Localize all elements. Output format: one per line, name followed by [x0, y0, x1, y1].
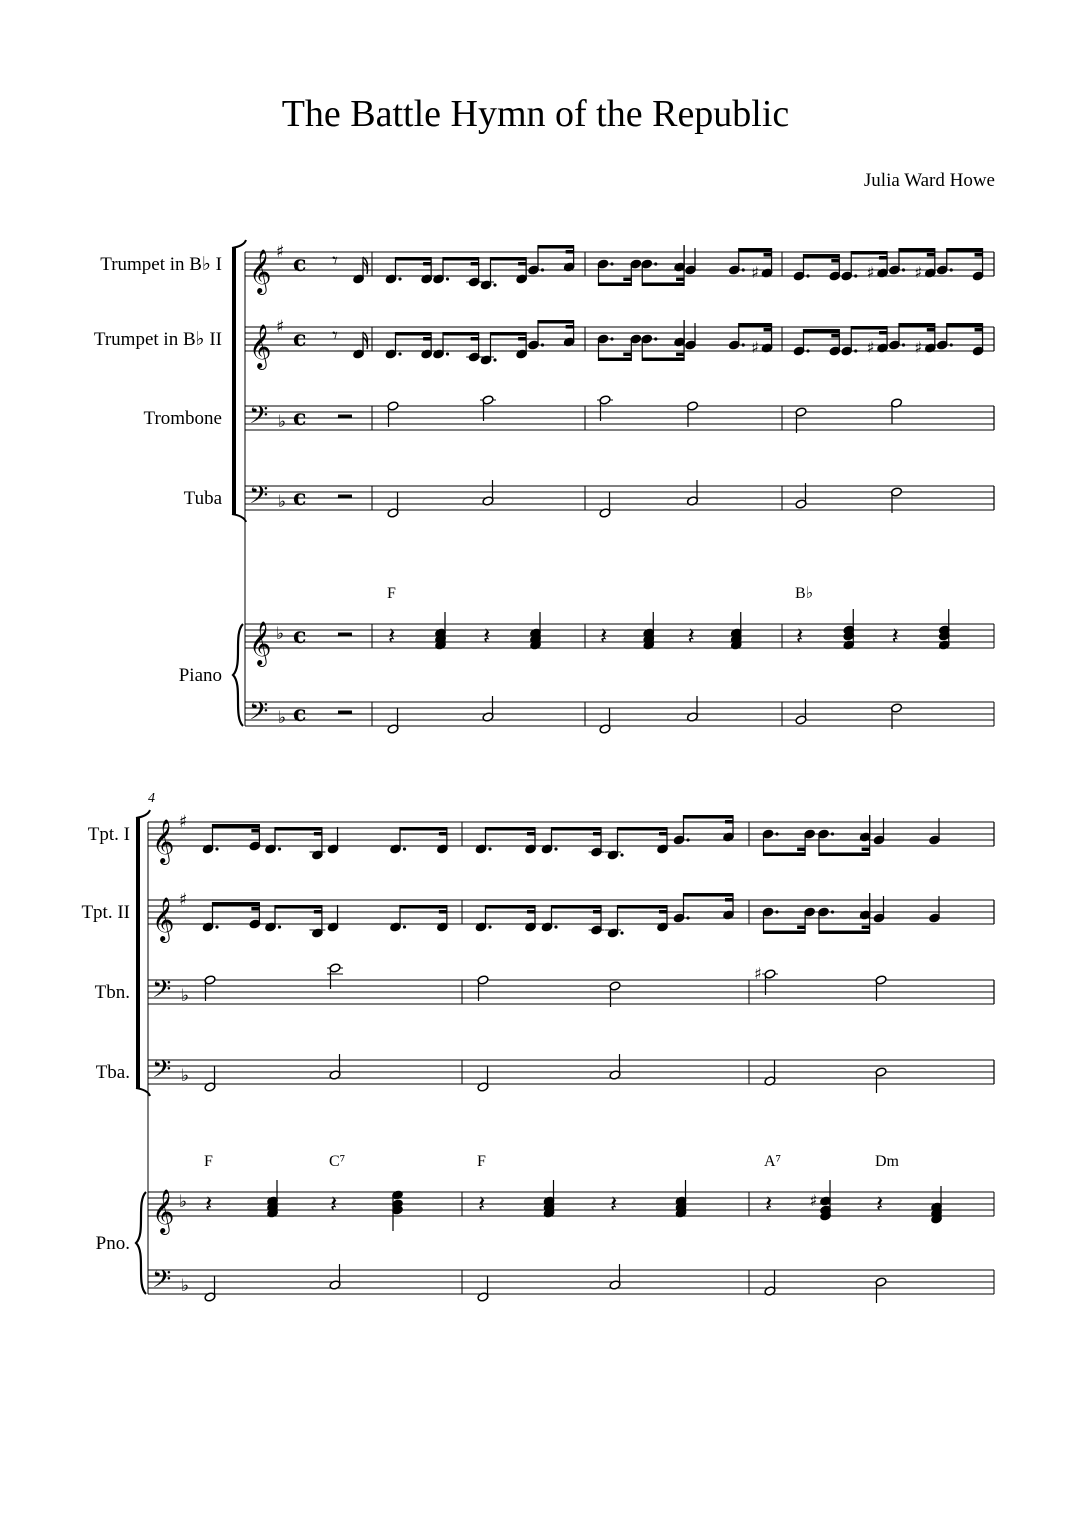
- key-signature-flat: ♭: [181, 1276, 190, 1296]
- augmentation-dot: [278, 847, 281, 850]
- key-signature-sharp: ♯: [276, 242, 285, 262]
- augmentation-dot: [541, 343, 544, 346]
- quarter-rest: 𝄽: [388, 622, 396, 650]
- augmentation-dot: [742, 268, 745, 271]
- chord-symbol: Dm: [875, 1153, 899, 1170]
- group-bracket: [232, 514, 246, 522]
- treble-clef: 𝄞: [152, 897, 175, 941]
- beam: [538, 320, 574, 324]
- quarter-rest: 𝄽: [891, 622, 899, 650]
- bass-clef: 𝄢: [152, 975, 172, 1010]
- augmentation-dot: [654, 337, 657, 340]
- augmentation-dot: [620, 931, 623, 934]
- beam: [899, 248, 935, 252]
- augmentation-dot: [488, 847, 491, 850]
- eighth-rest: 𝄾: [332, 324, 338, 349]
- chord-symbol: A⁷: [764, 1153, 782, 1170]
- augmentation-dot: [775, 910, 778, 913]
- augmentation-dot: [541, 268, 544, 271]
- beam: [213, 824, 260, 828]
- beam: [676, 278, 684, 282]
- augmentation-dot: [493, 283, 496, 286]
- beam: [314, 832, 322, 836]
- key-signature-sharp: ♯: [179, 890, 188, 910]
- beam: [879, 331, 887, 335]
- beam: [618, 905, 668, 909]
- beam: [552, 827, 602, 831]
- accidental-sharp: ♯: [914, 338, 923, 357]
- beam: [443, 332, 479, 336]
- chord-symbol: B♭: [795, 585, 814, 602]
- beam: [527, 910, 535, 914]
- bass-clef: 𝄢: [249, 697, 269, 732]
- key-signature-flat: ♭: [278, 492, 287, 512]
- accidental-sharp: ♯: [754, 964, 762, 983]
- instrument-name: Tba.: [95, 1062, 130, 1083]
- augmentation-dot: [446, 352, 449, 355]
- instrument-name: Trumpet in B♭ I: [100, 254, 222, 275]
- half-rest: [338, 633, 352, 637]
- augmentation-dot: [215, 925, 218, 928]
- beam: [676, 353, 684, 357]
- chord-symbol: F: [387, 585, 396, 602]
- beam: [804, 254, 840, 258]
- beam: [642, 358, 684, 362]
- treble-clef: 𝄞: [249, 621, 272, 665]
- augmentation-dot: [950, 268, 953, 271]
- piano-brace: [136, 1192, 146, 1294]
- instrument-name: Tuba: [183, 488, 222, 509]
- beam: [599, 283, 632, 287]
- instrument-name: Trumpet in B♭ II: [93, 329, 222, 350]
- augmentation-dot: [610, 337, 613, 340]
- score-title: The Battle Hymn of the Republic: [281, 93, 790, 135]
- beam: [975, 328, 983, 332]
- augmentation-dot: [493, 358, 496, 361]
- augmentation-dot: [554, 925, 557, 928]
- beam: [819, 853, 870, 857]
- bass-clef: 𝄢: [152, 1055, 172, 1090]
- bass-clef: 𝄢: [249, 481, 269, 516]
- augmentation-dot: [403, 925, 406, 928]
- instrument-name: Tpt. II: [81, 902, 130, 923]
- beam: [275, 905, 322, 909]
- augmentation-dot: [854, 349, 857, 352]
- beam: [618, 827, 668, 831]
- augmentation-dot: [654, 262, 657, 265]
- beam: [396, 257, 432, 261]
- beam: [566, 325, 574, 329]
- eighth-rest: 𝄾: [332, 249, 338, 274]
- beam: [471, 262, 479, 266]
- beam: [314, 910, 322, 914]
- beam: [684, 893, 734, 897]
- beam: [623, 278, 631, 282]
- quarter-rest: 𝄽: [610, 1190, 618, 1218]
- beam: [725, 820, 733, 824]
- augmentation-dot: [554, 847, 557, 850]
- bass-clef: 𝄢: [152, 1265, 172, 1300]
- beam: [275, 827, 322, 831]
- beam: [396, 332, 432, 336]
- beam: [851, 251, 887, 255]
- augmentation-dot: [610, 262, 613, 265]
- beam: [642, 283, 684, 287]
- quarter-rest: 𝄽: [483, 622, 491, 650]
- beam: [471, 337, 479, 341]
- quarter-rest: 𝄽: [600, 622, 608, 650]
- beam: [862, 848, 870, 852]
- key-signature-sharp: ♯: [179, 812, 188, 832]
- beam: [764, 253, 772, 257]
- beam: [518, 337, 526, 341]
- key-signature-flat: ♭: [276, 624, 285, 644]
- accidental-sharp: ♯: [866, 338, 875, 357]
- beam: [947, 248, 983, 252]
- beam: [659, 832, 667, 836]
- group-bracket: [232, 240, 246, 248]
- note-flag: [363, 332, 368, 349]
- instrument-name: Tbn.: [94, 982, 130, 1003]
- augmentation-dot: [854, 274, 857, 277]
- half-rest: [338, 711, 352, 715]
- group-bracket: [136, 810, 150, 818]
- accidental-sharp: ♯: [866, 263, 875, 282]
- augmentation-dot: [620, 853, 623, 856]
- beam: [764, 328, 772, 332]
- beam: [947, 323, 983, 327]
- beam: [593, 910, 601, 914]
- instrument-name: Tpt. I: [87, 824, 130, 845]
- beam: [400, 827, 447, 831]
- time-signature: c: [293, 326, 307, 352]
- augmentation-dot: [950, 343, 953, 346]
- treble-clef: 𝄞: [152, 819, 175, 863]
- quarter-rest: 𝄽: [876, 1190, 884, 1218]
- key-signature-flat: ♭: [278, 412, 287, 432]
- beam: [400, 905, 447, 909]
- beam: [538, 245, 574, 249]
- beam: [439, 832, 447, 836]
- beam: [831, 334, 839, 338]
- key-signature-flat: ♭: [278, 708, 287, 728]
- beam: [927, 328, 935, 332]
- augmentation-dot: [398, 352, 401, 355]
- beam: [251, 829, 259, 833]
- beam: [423, 337, 431, 341]
- quarter-rest: 𝄽: [765, 1190, 773, 1218]
- beam: [623, 353, 631, 357]
- group-bracket: [136, 818, 140, 1088]
- beam: [566, 250, 574, 254]
- instrument-name: Pno.: [95, 1233, 130, 1254]
- beam: [443, 257, 479, 261]
- beam: [927, 253, 935, 257]
- half-rest: [338, 415, 352, 419]
- quarter-rest: 𝄽: [687, 622, 695, 650]
- beam: [659, 910, 667, 914]
- augmentation-dot: [446, 277, 449, 280]
- beam: [899, 323, 935, 327]
- quarter-rest: 𝄽: [796, 622, 804, 650]
- beam: [725, 898, 733, 902]
- instrument-name: Trombone: [143, 408, 222, 429]
- augmentation-dot: [686, 916, 689, 919]
- accidental-sharp: ♯: [751, 338, 759, 357]
- augmentation-dot: [902, 343, 905, 346]
- beam: [764, 853, 806, 857]
- quarter-rest: 𝄽: [330, 1190, 338, 1218]
- chord-symbol: F: [204, 1153, 213, 1170]
- key-signature-sharp: ♯: [276, 317, 285, 337]
- group-bracket: [232, 248, 236, 514]
- beam: [975, 253, 983, 257]
- treble-clef: 𝄞: [249, 324, 272, 368]
- beam: [851, 326, 887, 330]
- time-signature: c: [293, 623, 307, 649]
- time-signature: c: [293, 485, 307, 511]
- time-signature: c: [293, 251, 307, 277]
- augmentation-dot: [403, 847, 406, 850]
- augmentation-dot: [742, 343, 745, 346]
- beam: [739, 323, 772, 327]
- beam: [527, 832, 535, 836]
- composer-credit: Julia Ward Howe: [863, 170, 995, 191]
- chord-symbol: F: [477, 1153, 486, 1170]
- beam: [486, 905, 536, 909]
- beam: [819, 931, 870, 935]
- bass-clef: 𝄢: [249, 401, 269, 436]
- beam: [684, 815, 734, 819]
- bar-number: 4: [148, 791, 155, 806]
- accidental-sharp: ♯: [751, 263, 759, 282]
- beam: [831, 259, 839, 263]
- augmentation-dot: [775, 832, 778, 835]
- beam: [518, 262, 526, 266]
- key-signature-flat: ♭: [181, 1066, 190, 1086]
- augmentation-dot: [902, 268, 905, 271]
- time-signature: c: [293, 405, 307, 431]
- beam: [764, 931, 806, 935]
- beam: [486, 827, 536, 831]
- augmentation-dot: [215, 847, 218, 850]
- beam: [491, 332, 527, 336]
- accidental-sharp: ♯: [914, 263, 923, 282]
- accidental-sharp: ♯: [809, 1191, 818, 1210]
- augmentation-dot: [398, 277, 401, 280]
- beam: [491, 257, 527, 261]
- beam: [797, 926, 805, 930]
- augmentation-dot: [831, 832, 834, 835]
- treble-clef: 𝄞: [152, 1189, 175, 1233]
- quarter-rest: 𝄽: [478, 1190, 486, 1218]
- note-flag: [363, 257, 368, 274]
- instrument-name: Piano: [178, 665, 222, 686]
- half-rest: [338, 495, 352, 499]
- piano-brace: [233, 624, 243, 726]
- beam: [599, 358, 632, 362]
- chord-symbol: C⁷: [329, 1153, 346, 1170]
- beam: [423, 262, 431, 266]
- augmentation-dot: [806, 349, 809, 352]
- beam: [862, 926, 870, 930]
- key-signature-flat: ♭: [179, 1192, 188, 1212]
- augmentation-dot: [278, 925, 281, 928]
- beam: [251, 907, 259, 911]
- beam: [739, 248, 772, 252]
- treble-clef: 𝄞: [249, 249, 272, 293]
- quarter-rest: 𝄽: [205, 1190, 213, 1218]
- key-signature-flat: ♭: [181, 986, 190, 1006]
- augmentation-dot: [806, 274, 809, 277]
- beam: [593, 832, 601, 836]
- beam: [879, 256, 887, 260]
- beam: [804, 329, 840, 333]
- augmentation-dot: [488, 925, 491, 928]
- beam: [797, 848, 805, 852]
- beam: [213, 902, 260, 906]
- augmentation-dot: [831, 910, 834, 913]
- augmentation-dot: [686, 838, 689, 841]
- beam: [439, 910, 447, 914]
- beam: [552, 905, 602, 909]
- time-signature: c: [293, 701, 307, 727]
